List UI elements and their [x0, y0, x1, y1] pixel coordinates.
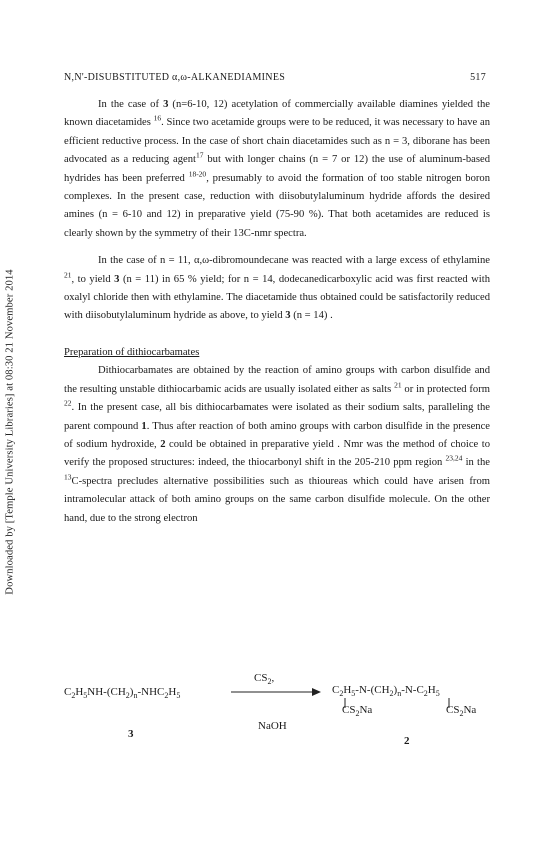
compound-ref: 3 [285, 310, 291, 322]
reactant-label: 3 [128, 728, 134, 740]
paragraph-undecane: In the case of n = 11, α,ω-dibromoundecane was reacted with a large excess of ethylamine $^{21}$, to yield 3 (n = 11) in 65 % yield; for n = 14, dodecanedicarboxylic acid was first reacted with oxalyl chloride then with ethylamine. The diacetamide thus obtained could be satisfactorily reduced with diisobutylaluminum hydride as above, to yield 3 (n = 14) . [64, 255, 490, 322]
reactant-formula: $C_2H_5NH-(CH_2)_n-NHC_2H_5$ [64, 686, 181, 701]
page-number: 517 [470, 72, 486, 83]
paragraph-dithiocarbamates: Dithiocarbamates are obtained by the reaction of amino groups with carbon disulfide and the resulting unstable dithiocarbamic acids are usually isolated either as salts $^{21}$ or in protected form $^{22}$. In the present case, all bis dithiocarbamates were isolated as their sodium salts, paralleling the parent compound 1. Thus after reaction of both amino groups with carbon disulfide in the presence of sodium hydroxide, 2 could be obtained in preparative yield . Nmr was the method of choice to verify the proposed structures: indeed, the thiocarbonyl shift in the 205-210 ppm region $^{23,24}$ in the $^{13}$C-spectra precludes alternative possibilities such as thioureas which could have arisen from intramolecular attack of both amino groups on the same carbon disulfide molecule. On the other hand, due to the strong electron [64, 365, 491, 524]
running-title: N,N'-DISUBSTITUTED α,ω-ALKANEDIAMINES [64, 72, 286, 83]
citation: 17 [196, 150, 204, 160]
citation: 18-20 [188, 169, 207, 179]
product-formula: $C_2H_5-N-(CH_2)_n-N-C_2H_5$ [332, 684, 440, 699]
reagent-above-arrow: $CS_2$, [254, 672, 275, 687]
download-note: Downloaded by [Temple University Libraries] at 08:30 21 November 2014 [4, 269, 16, 595]
product-substituent-left: $CS_2Na$ [342, 704, 373, 719]
citation: 23,24 [445, 453, 463, 463]
paragraph-acetylation: In the case of 3 (n=6-10, 12) acetylation of commercially available diamines yielded the known diacetamides $^{16}$. Since two acetamide groups were to be reduced, it was necessary to have an efficient reductive process. In the case of short chain diacetamides such as n = 3, diborane has been advocated as a reducing agent$^{17}$ but with longer chains (n = 7 or 12) the use of aluminum-based hydrides has been preferred $^{18-20}$, presumably to avoid the formation of too stable nitrogen boron complexes. In the present case, reduction with diisobutylaluminum hydride affords the desired amines (n = 6-10 and 12) in preparative yield (75-90 %). That both acetamides are reduced is clearly shown by the symmetry of their 13C-nmr spectra. [64, 99, 490, 239]
compound-ref: 3 [114, 273, 120, 285]
product-substituent-right: $CS_2Na$ [446, 704, 477, 719]
citation: 22 [64, 398, 72, 408]
citation: 21 [394, 380, 402, 390]
compound-ref: 3 [163, 99, 169, 110]
citation: 16 [153, 113, 162, 123]
isotope-superscript: 13 [64, 472, 72, 482]
section-heading: Preparation of dithiocarbamates [64, 346, 200, 358]
reagent-below-arrow: NaOH [258, 720, 287, 732]
compound-ref: 1 [141, 420, 147, 432]
compound-ref: 2 [160, 438, 166, 450]
citation: 21 [64, 270, 72, 280]
product-label: 2 [404, 735, 410, 747]
